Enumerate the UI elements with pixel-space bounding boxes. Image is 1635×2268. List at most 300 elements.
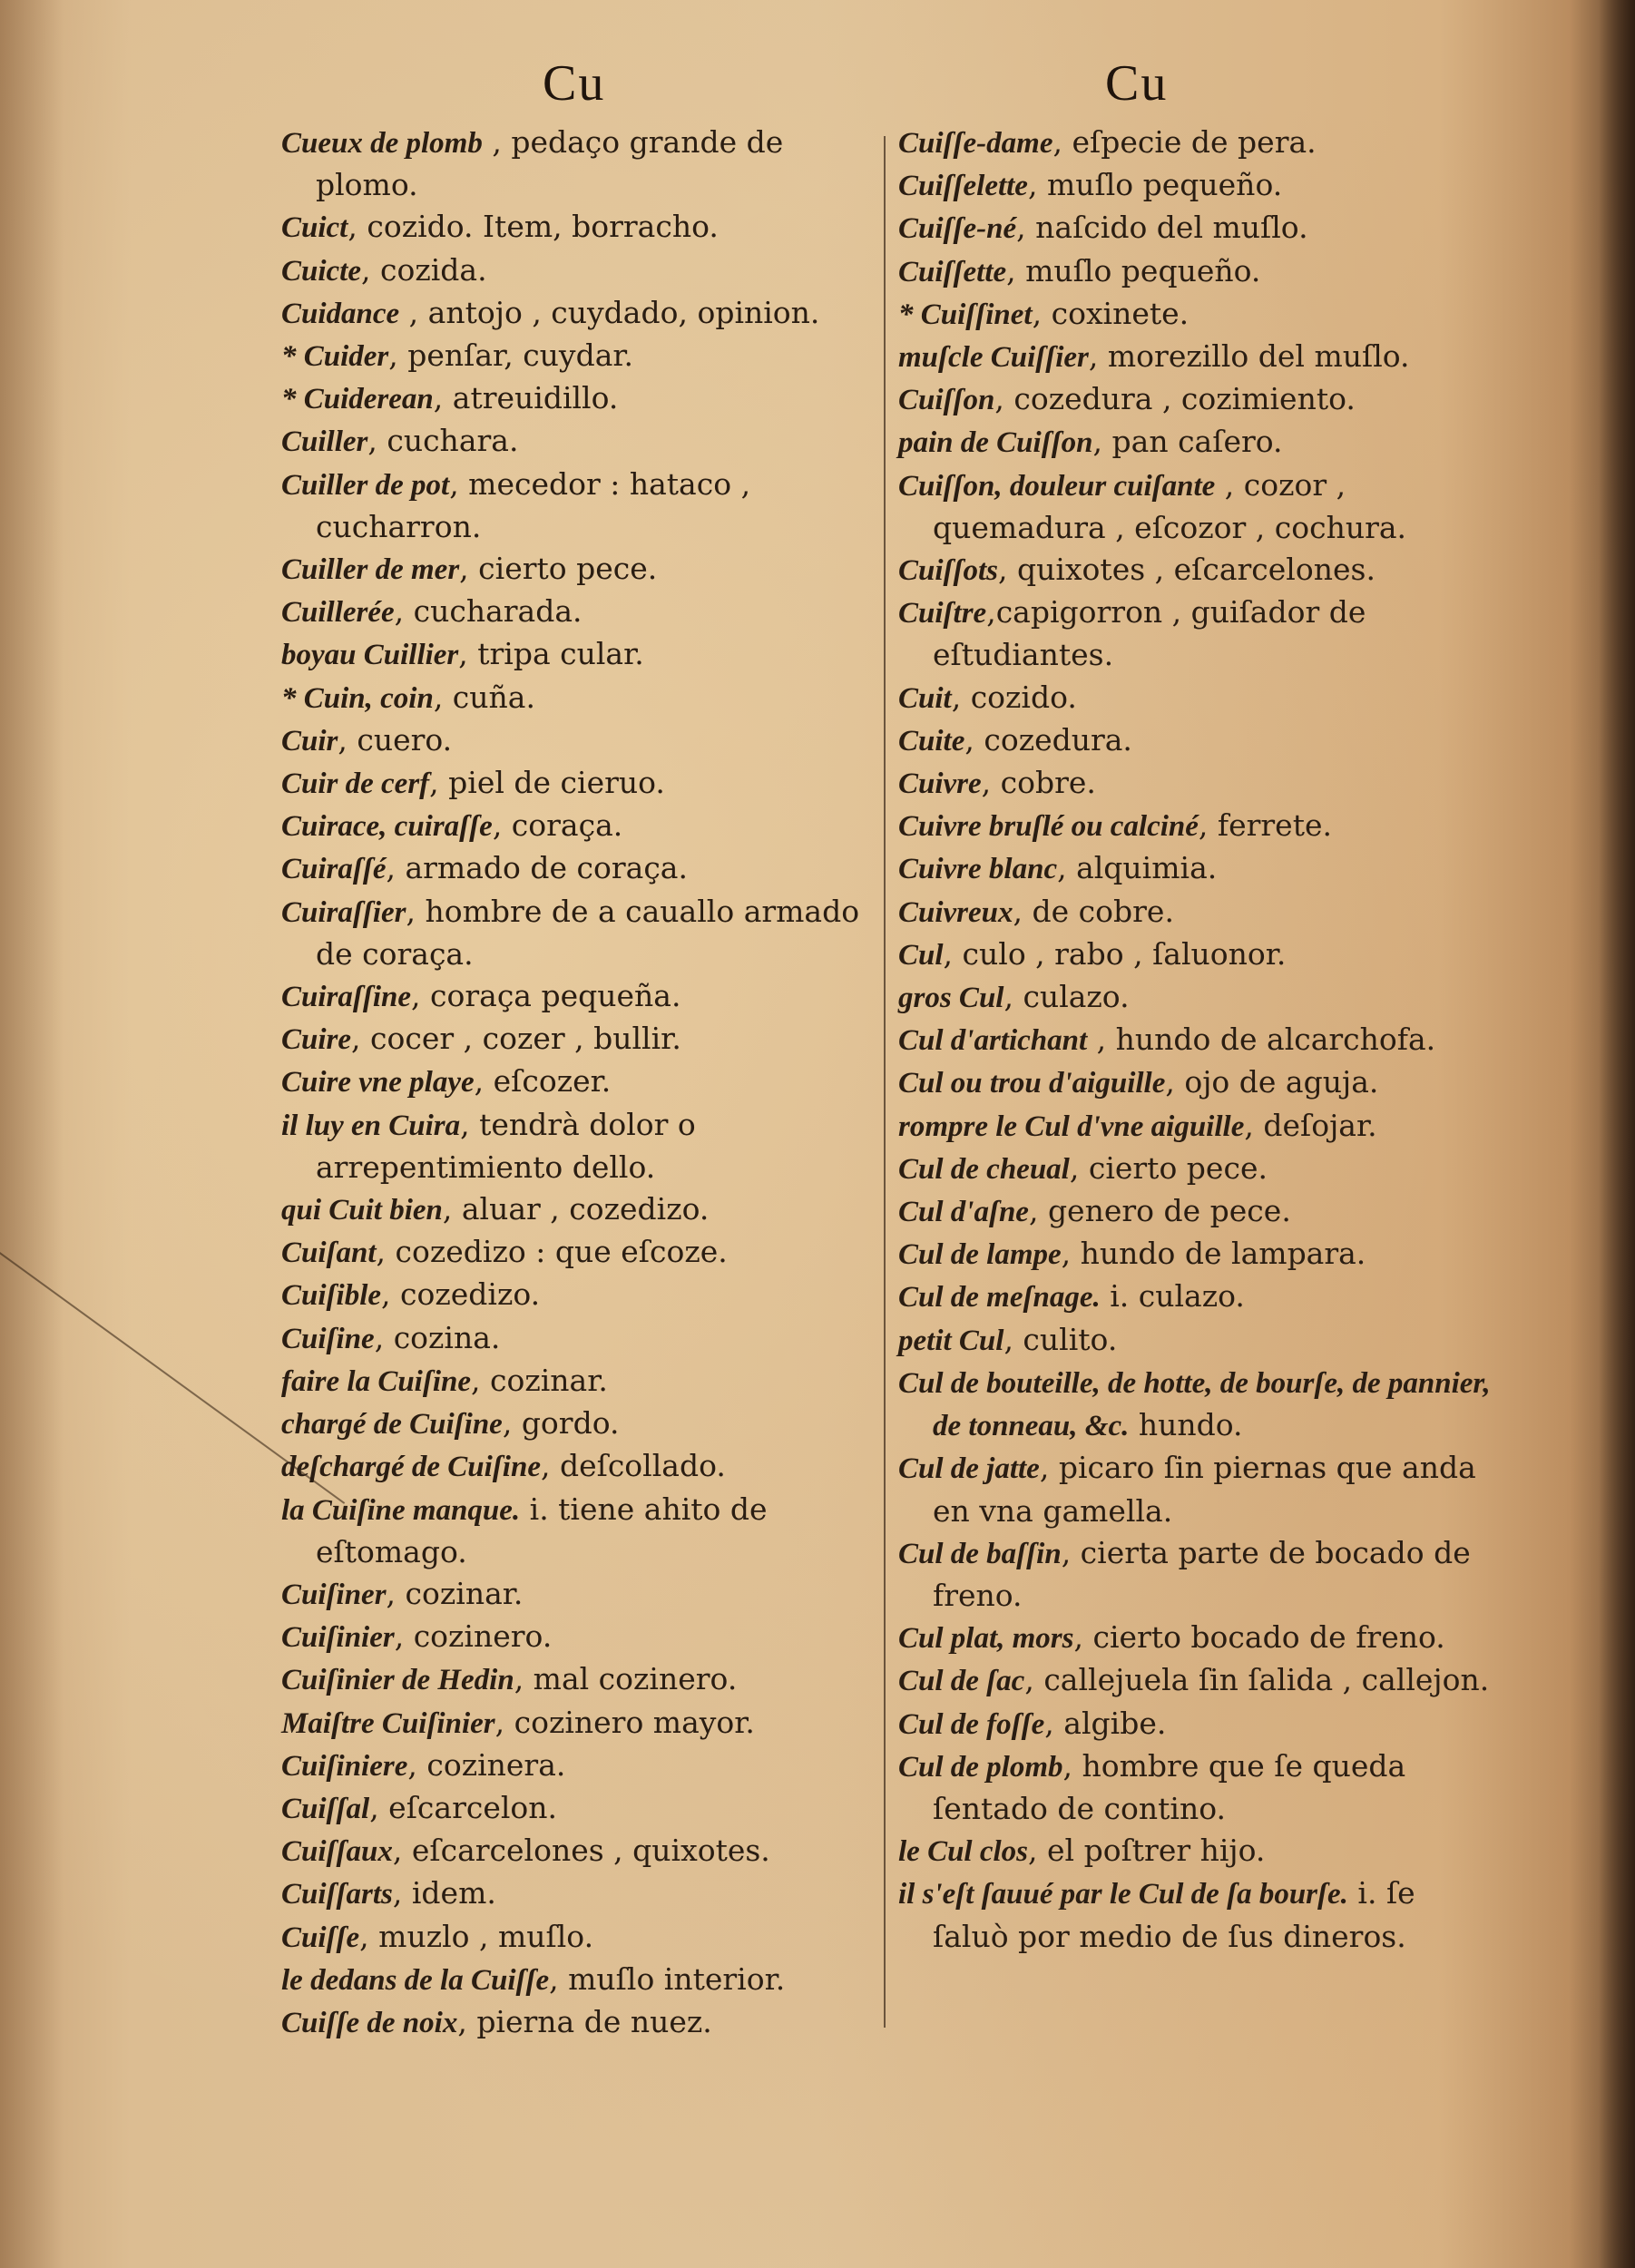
entry-translation: cozedura , cozimiento. xyxy=(1013,381,1356,417)
entry-separator: , xyxy=(351,1021,371,1057)
entry-translation: hombre que ſe queda ſentado de contino. xyxy=(933,1747,1406,1826)
entry-separator: , xyxy=(411,978,431,1014)
entry-headword: Cuiſſette xyxy=(898,255,1007,288)
entry-headword: Cuiller de mer xyxy=(281,553,460,587)
entry-separator: , xyxy=(964,721,984,758)
dictionary-entry xyxy=(281,548,880,591)
entry-translation: culito. xyxy=(1023,1321,1118,1357)
entry-headword: Cuicte xyxy=(281,254,361,288)
entry-translation: cozor , quemadura , eſcozor , cochura. xyxy=(933,466,1407,545)
entry-translation: cierto bocado de freno. xyxy=(1092,1619,1445,1656)
entry-headword: Cuiſſots xyxy=(898,554,999,588)
entry-separator: , xyxy=(407,1746,427,1783)
entry-separator: , xyxy=(394,593,414,630)
dictionary-entry xyxy=(898,1190,1497,1233)
entry-separator: , xyxy=(1028,1193,1048,1229)
dictionary-entry xyxy=(281,1403,880,1445)
dictionary-entry xyxy=(281,1702,880,1745)
entry-headword: Cuiſſe-dame xyxy=(898,127,1053,160)
entry-separator: , xyxy=(1087,1022,1116,1058)
entry-translation: cozina. xyxy=(393,1319,501,1355)
entry-translation: quixotes , eſcarcelones. xyxy=(1017,552,1376,588)
entry-separator: , xyxy=(1088,338,1108,375)
entry-separator: , xyxy=(1027,167,1047,203)
entry-translation: hombre de a cauallo armado de coraça. xyxy=(316,893,860,972)
dictionary-entry xyxy=(898,1319,1497,1362)
entry-headword: Cul de foſſe xyxy=(898,1707,1045,1741)
entry-translation: capigorron , guiſador de eſtudiantes. xyxy=(933,594,1366,673)
entry-separator: , xyxy=(381,1276,400,1313)
entry-separator: , xyxy=(1028,1833,1047,1869)
dictionary-entry xyxy=(281,1317,880,1360)
dictionary-entry xyxy=(281,1787,880,1830)
entry-translation: hundo de lampara. xyxy=(1080,1236,1366,1272)
entry-headword: Cuiſſe xyxy=(281,1921,360,1954)
entry-separator xyxy=(1348,1875,1358,1911)
dictionary-entry xyxy=(898,1105,1497,1148)
entry-translation: de cobre. xyxy=(1032,893,1174,929)
dictionary-entry xyxy=(281,891,880,975)
entry-separator: , xyxy=(1016,210,1036,246)
entry-headword: Cul de plomb xyxy=(898,1750,1063,1784)
entry-translation: piel de cieruo. xyxy=(448,765,665,801)
column-divider-rule xyxy=(884,136,886,2028)
right-column xyxy=(898,122,1497,1958)
entry-headword: * Cuider xyxy=(281,340,389,374)
entry-headword: deſchargé de Cuiſine xyxy=(281,1451,541,1484)
dictionary-entry xyxy=(898,805,1497,847)
entry-headword: Cuivre xyxy=(898,767,982,801)
entry-translation: cozedizo : que eſcoze. xyxy=(395,1234,728,1270)
entry-headword: Cul plat, mors xyxy=(898,1622,1074,1656)
entry-headword: le dedans de la Cuiſſe xyxy=(281,1963,550,1997)
entry-translation: culo , rabo , ſaluonor. xyxy=(962,935,1287,972)
entry-headword: * Cuiderean xyxy=(281,383,434,416)
entry-headword: Cuiſſon xyxy=(898,384,995,417)
entry-separator: , xyxy=(981,765,1001,801)
entry-translation: i. tiene ahito de eſtomago. xyxy=(316,1491,768,1569)
dictionary-entry xyxy=(898,1830,1497,1872)
entry-separator: , xyxy=(449,465,469,502)
entry-separator: , xyxy=(429,765,449,801)
entry-headword: Cuiſtre xyxy=(898,597,987,631)
dictionary-entry xyxy=(281,420,880,463)
entry-separator: , xyxy=(994,381,1014,417)
entry-headword: Maiſtre Cuiſinier xyxy=(281,1706,495,1740)
entry-separator: , xyxy=(406,893,426,929)
entry-headword: Cul de meſnage. xyxy=(898,1281,1101,1315)
entry-translation: naſcido del muſlo. xyxy=(1035,210,1308,246)
entry-headword: Cuiraſſier xyxy=(281,895,406,929)
entry-separator: , xyxy=(338,721,357,758)
dictionary-entry xyxy=(898,122,1497,164)
dictionary-entry xyxy=(281,122,880,206)
entry-translation: cozinero. xyxy=(413,1618,553,1655)
entry-translation: gordo. xyxy=(521,1405,620,1442)
entry-translation: cozedura. xyxy=(984,721,1132,758)
entry-translation: callejuela ſin ſalida , callejon. xyxy=(1043,1662,1490,1698)
entry-translation: atreuidillo. xyxy=(452,380,619,416)
entry-translation: algibe. xyxy=(1063,1705,1167,1741)
entry-translation: cuchara. xyxy=(387,423,519,459)
dictionary-entry xyxy=(281,1959,880,2001)
entry-translation: eſcarcelon. xyxy=(388,1789,558,1825)
entry-translation: eſpecie de pera. xyxy=(1072,124,1317,160)
entry-translation: antojo , cuydado, opinion. xyxy=(427,294,820,330)
entry-translation: i. culazo. xyxy=(1110,1278,1245,1315)
entry-headword: Cuiſiner xyxy=(281,1578,387,1611)
dictionary-entry xyxy=(898,1233,1497,1276)
entry-separator: , xyxy=(367,423,387,459)
dictionary-entry xyxy=(898,250,1497,293)
entry-headword: Cul de ſac xyxy=(898,1665,1025,1698)
entry-translation: muſlo interior. xyxy=(568,1960,786,1997)
entry-translation: culazo. xyxy=(1023,979,1130,1015)
dictionary-entry xyxy=(281,975,880,1018)
dictionary-entry xyxy=(898,1703,1497,1745)
entry-separator: , xyxy=(998,552,1018,588)
dictionary-entry xyxy=(898,1019,1497,1061)
entry-translation: cozido. Item, borracho. xyxy=(367,209,719,245)
entry-headword: chargé de Cuiſine xyxy=(281,1408,503,1442)
entry-separator: , xyxy=(1198,807,1218,844)
dictionary-entry xyxy=(898,762,1497,805)
entry-headword: Cul de bouteille, de hotte, de bourſe, de pannier, de tonneau, &c. xyxy=(898,1366,1491,1443)
dictionary-entry xyxy=(281,1830,880,1872)
dictionary-entry xyxy=(281,206,880,249)
entry-translation: cuero. xyxy=(357,721,453,758)
entry-translation: picaro ſin piernas que anda en vna gamella. xyxy=(933,1450,1476,1529)
entry-headword: Cul de baſſin xyxy=(898,1537,1062,1570)
entry-translation: cierta parte de bocado de freno. xyxy=(933,1534,1471,1613)
entry-translation: cozinar. xyxy=(490,1362,608,1398)
entry-headword: faire la Cuiſine xyxy=(281,1364,472,1398)
entry-separator: , xyxy=(951,679,971,715)
entry-separator: , xyxy=(1062,1747,1082,1784)
entry-separator: , xyxy=(460,1106,480,1142)
entry-separator: , xyxy=(392,1833,412,1869)
entry-headword: Cuiſſe de noix xyxy=(281,2006,458,2039)
entry-translation: hundo de alcarchofa. xyxy=(1115,1022,1436,1058)
entry-translation: pedaço grande de plomo. xyxy=(316,124,784,203)
entry-separator: , xyxy=(494,1704,514,1740)
entry-headword: le Cul clos xyxy=(898,1835,1029,1869)
dictionary-entry xyxy=(281,1489,880,1573)
entry-headword: Cuite xyxy=(898,724,965,758)
dictionary-entry xyxy=(898,1872,1497,1957)
dictionary-entry xyxy=(281,762,880,805)
entry-translation: coraça. xyxy=(511,807,623,844)
dictionary-entry xyxy=(898,1276,1497,1318)
entry-headword: la Cuiſine manque. xyxy=(281,1493,521,1527)
entry-separator: , xyxy=(376,1234,396,1270)
dictionary-entry xyxy=(898,976,1497,1019)
entry-separator: , xyxy=(1092,424,1112,460)
entry-translation: eſcozer. xyxy=(493,1063,612,1100)
dictionary-entry xyxy=(281,1360,880,1403)
dictionary-entry xyxy=(281,847,880,890)
entry-headword: il s'eſt ſauué par le Cul de ſa bourſe. xyxy=(898,1878,1348,1911)
entry-headword: Cul d'artichant xyxy=(898,1024,1088,1058)
entry-headword: Cuiſinier xyxy=(281,1621,395,1655)
entry-separator: , xyxy=(1069,1149,1089,1186)
entry-headword: Cuivreux xyxy=(898,895,1013,929)
entry-separator: , xyxy=(549,1960,569,1997)
entry-headword: Cueux de plomb xyxy=(281,127,483,160)
entry-separator: , xyxy=(1032,295,1052,331)
entry-separator: , xyxy=(1013,893,1033,929)
entry-separator: , xyxy=(433,380,453,416)
entry-translation: cozida. xyxy=(379,251,487,288)
entry-headword: Cul de cheual xyxy=(898,1152,1070,1186)
dictionary-entry xyxy=(898,1617,1497,1659)
entry-separator: , xyxy=(986,594,996,631)
entry-translation: i. ſe ſaluò por medio de ſus dineros. xyxy=(933,1875,1415,1954)
dictionary-entry xyxy=(281,1658,880,1701)
entry-headword: * Cuiſſinet xyxy=(898,298,1033,331)
entry-separator: , xyxy=(386,1575,406,1611)
entry-translation: alquimia. xyxy=(1076,850,1218,886)
dictionary-entry xyxy=(281,464,880,548)
entry-translation: eſcarcelones , quixotes. xyxy=(411,1833,770,1869)
entry-separator: , xyxy=(394,1618,414,1655)
entry-headword: petit Cul xyxy=(898,1324,1004,1357)
entry-translation: pierna de nuez. xyxy=(476,2003,712,2039)
entry-separator: , xyxy=(474,1063,494,1100)
entry-separator: , xyxy=(1006,252,1026,288)
entry-headword: Cuiſſal xyxy=(281,1792,370,1825)
entry-separator: , xyxy=(374,1319,394,1355)
entry-translation: cobre. xyxy=(1000,765,1096,801)
dictionary-entry xyxy=(898,1061,1497,1104)
entry-headword: Cul d'aſne xyxy=(898,1196,1029,1229)
entry-separator: , xyxy=(457,2003,477,2039)
entry-headword: il luy en Cuira xyxy=(281,1109,461,1142)
entry-separator: , xyxy=(442,1191,462,1227)
entry-separator: , xyxy=(1165,1064,1185,1100)
dictionary-entry xyxy=(281,1745,880,1787)
entry-separator: , xyxy=(1215,466,1244,503)
dictionary-entry xyxy=(898,934,1497,976)
dictionary-entry xyxy=(898,293,1497,336)
entry-headword: Cuiller de pot xyxy=(281,468,450,502)
dictionary-entry xyxy=(898,164,1497,207)
dictionary-entry xyxy=(281,292,880,335)
entry-translation: muſlo pequeño. xyxy=(1025,252,1261,288)
dictionary-entry xyxy=(281,719,880,762)
entry-translation: morezillo del muſlo. xyxy=(1107,338,1410,375)
entry-headword: Cuillerée xyxy=(281,596,395,630)
entry-translation: ferrete. xyxy=(1217,807,1332,844)
page-gutter-shadow-right xyxy=(1599,0,1635,2268)
entry-translation: hundo. xyxy=(1138,1407,1243,1443)
entry-headword: rompre le Cul d'vne aiguille xyxy=(898,1110,1245,1143)
entry-translation: cozinar. xyxy=(405,1575,524,1611)
entry-separator: , xyxy=(1004,1321,1023,1357)
entry-translation: muſlo pequeño. xyxy=(1046,167,1283,203)
entry-translation: cozinero mayor. xyxy=(514,1704,755,1740)
entry-headword: Cuirace, cuiraſſe xyxy=(281,810,493,844)
entry-headword: Cuidance xyxy=(281,297,400,330)
entry-separator: , xyxy=(1004,979,1023,1015)
entry-separator xyxy=(1129,1407,1139,1442)
entry-headword: Cuiſinier de Hedin xyxy=(281,1664,514,1697)
dictionary-entry xyxy=(898,378,1497,421)
entry-separator: , xyxy=(1057,850,1077,886)
dictionary-entry xyxy=(898,1532,1497,1617)
dictionary-entry xyxy=(898,891,1497,934)
entry-translation: cozinera. xyxy=(426,1746,566,1783)
entry-headword: Cuiſſe-né xyxy=(898,212,1017,246)
entry-translation: el poſtrer hijo. xyxy=(1047,1833,1266,1869)
dictionary-entry xyxy=(898,1447,1497,1531)
entry-separator: , xyxy=(392,1875,412,1911)
entry-separator: , xyxy=(1061,1534,1081,1570)
entry-translation: cocer , cozer , bullir. xyxy=(370,1021,681,1057)
entry-translation: idem. xyxy=(411,1875,496,1911)
entry-translation: mecedor : hataco , cucharron. xyxy=(316,465,751,544)
entry-headword: Cuiſſarts xyxy=(281,1878,393,1911)
entry-headword: Cul de jatte xyxy=(898,1452,1040,1486)
entry-separator: , xyxy=(388,337,408,374)
dictionary-entry xyxy=(281,377,880,420)
entry-separator: , xyxy=(943,935,963,972)
entry-separator: , xyxy=(1044,1705,1064,1741)
page-edge-shadow-left xyxy=(0,0,64,2268)
running-head-right: Cu xyxy=(1105,55,1169,112)
entry-translation: cuña. xyxy=(452,679,535,715)
dictionary-entry xyxy=(281,1616,880,1658)
entry-translation: coxinete. xyxy=(1051,295,1190,331)
entry-separator: , xyxy=(514,1661,534,1697)
entry-headword: * Cuin, coin xyxy=(281,681,434,715)
dictionary-entry xyxy=(281,677,880,719)
entry-headword: Cuiraſſine xyxy=(281,981,412,1014)
entry-separator: , xyxy=(348,209,367,245)
dictionary-entry xyxy=(281,591,880,633)
entry-translation: pan caſero. xyxy=(1111,424,1283,460)
entry-headword: pain de Cuiſſon xyxy=(898,426,1093,460)
dictionary-entry xyxy=(898,591,1497,676)
dictionary-entry xyxy=(898,1148,1497,1190)
entry-headword: Cuit xyxy=(898,681,952,715)
dictionary-entry xyxy=(898,719,1497,762)
entry-translation: coraça pequeña. xyxy=(430,978,681,1014)
dictionary-entry xyxy=(898,421,1497,464)
entry-translation: penſar, cuydar. xyxy=(407,337,634,374)
entry-translation: deſojar. xyxy=(1263,1107,1377,1143)
entry-translation: aluar , cozedizo. xyxy=(461,1191,710,1227)
dictionary-entry xyxy=(898,1659,1497,1702)
entry-separator: , xyxy=(399,294,428,330)
entry-headword: Cuiller xyxy=(281,425,368,459)
entry-translation: tripa cular. xyxy=(477,636,644,672)
entry-translation: cierto pece. xyxy=(478,551,658,587)
entry-headword: boyau Cuillier xyxy=(281,639,459,672)
entry-separator: , xyxy=(1052,124,1072,160)
entry-separator: , xyxy=(433,679,453,715)
entry-translation: armado de coraça. xyxy=(405,850,688,886)
entry-headword: Cuire xyxy=(281,1023,352,1057)
entry-translation: cozedizo. xyxy=(400,1276,541,1313)
entry-separator: , xyxy=(1073,1619,1093,1656)
entry-headword: Cuiſine xyxy=(281,1322,375,1355)
dictionary-entry xyxy=(281,1104,880,1188)
dictionary-entry xyxy=(898,1745,1497,1830)
dictionary-entry xyxy=(281,1274,880,1316)
entry-translation: mal cozinero. xyxy=(533,1661,738,1697)
dictionary-entry xyxy=(281,1872,880,1915)
entry-headword: qui Cuit bien xyxy=(281,1194,443,1227)
entry-separator: , xyxy=(459,551,479,587)
dictionary-entry xyxy=(281,1018,880,1061)
entry-translation: genero de pece. xyxy=(1047,1193,1291,1229)
entry-separator: , xyxy=(502,1405,522,1442)
entry-translation: deſcollado. xyxy=(559,1448,726,1484)
entry-headword: Cuivre blanc xyxy=(898,853,1058,886)
dictionary-entry xyxy=(281,1231,880,1274)
dictionary-entry xyxy=(898,207,1497,249)
entry-headword: Cuire vne playe xyxy=(281,1066,475,1100)
entry-headword: muſcle Cuiſſier xyxy=(898,341,1089,375)
dictionary-entry xyxy=(281,1061,880,1103)
entry-translation: muzlo , muſlo. xyxy=(378,1918,594,1954)
entry-separator: , xyxy=(386,850,406,886)
entry-headword: Cuiſſaux xyxy=(281,1835,393,1869)
entry-separator: , xyxy=(359,1918,379,1954)
entry-separator xyxy=(520,1491,530,1527)
entry-headword: Cul ou trou d'aiguille xyxy=(898,1067,1166,1100)
dictionary-entry xyxy=(281,1188,880,1231)
entry-separator: , xyxy=(482,124,512,160)
entry-translation: cierto pece. xyxy=(1088,1149,1268,1186)
dictionary-entry xyxy=(281,1445,880,1488)
dictionary-entry xyxy=(281,249,880,292)
entry-separator: , xyxy=(1244,1107,1264,1143)
dictionary-entry xyxy=(281,805,880,847)
entry-separator: , xyxy=(361,251,380,288)
entry-translation: ojo de aguja. xyxy=(1184,1064,1379,1100)
entry-headword: Cuir de cerf xyxy=(281,767,430,801)
dictionary-entry xyxy=(281,2001,880,2044)
entry-separator: , xyxy=(1024,1662,1044,1698)
entry-separator: , xyxy=(458,636,478,672)
entry-translation: cucharada. xyxy=(413,593,583,630)
entry-headword: Cuivre bruſlé ou calciné xyxy=(898,810,1199,844)
entry-separator: , xyxy=(492,807,512,844)
entry-separator: , xyxy=(471,1362,490,1398)
dictionary-entry xyxy=(898,549,1497,591)
dictionary-entry xyxy=(898,847,1497,890)
running-head-left: Cu xyxy=(543,55,606,112)
dictionary-entry xyxy=(898,464,1497,549)
entry-translation: cozido. xyxy=(970,679,1077,715)
dictionary-entry xyxy=(281,1573,880,1616)
entry-headword: gros Cul xyxy=(898,982,1004,1015)
dictionary-entry xyxy=(281,335,880,377)
entry-separator: , xyxy=(369,1789,389,1825)
entry-headword: Cuiſant xyxy=(281,1237,377,1270)
entry-headword: Cuiſible xyxy=(281,1279,382,1313)
entry-headword: Cuict xyxy=(281,211,348,245)
entry-separator: , xyxy=(540,1448,560,1484)
entry-headword: Cul xyxy=(898,938,944,972)
entry-headword: Cuir xyxy=(281,724,338,758)
entry-translation: tendrà dolor o arrepentimiento dello. xyxy=(316,1106,696,1185)
entry-headword: Cuiſiniere xyxy=(281,1749,408,1783)
entry-headword: Cuiſſelette xyxy=(898,170,1028,203)
entry-headword: Cul de lampe xyxy=(898,1238,1062,1272)
